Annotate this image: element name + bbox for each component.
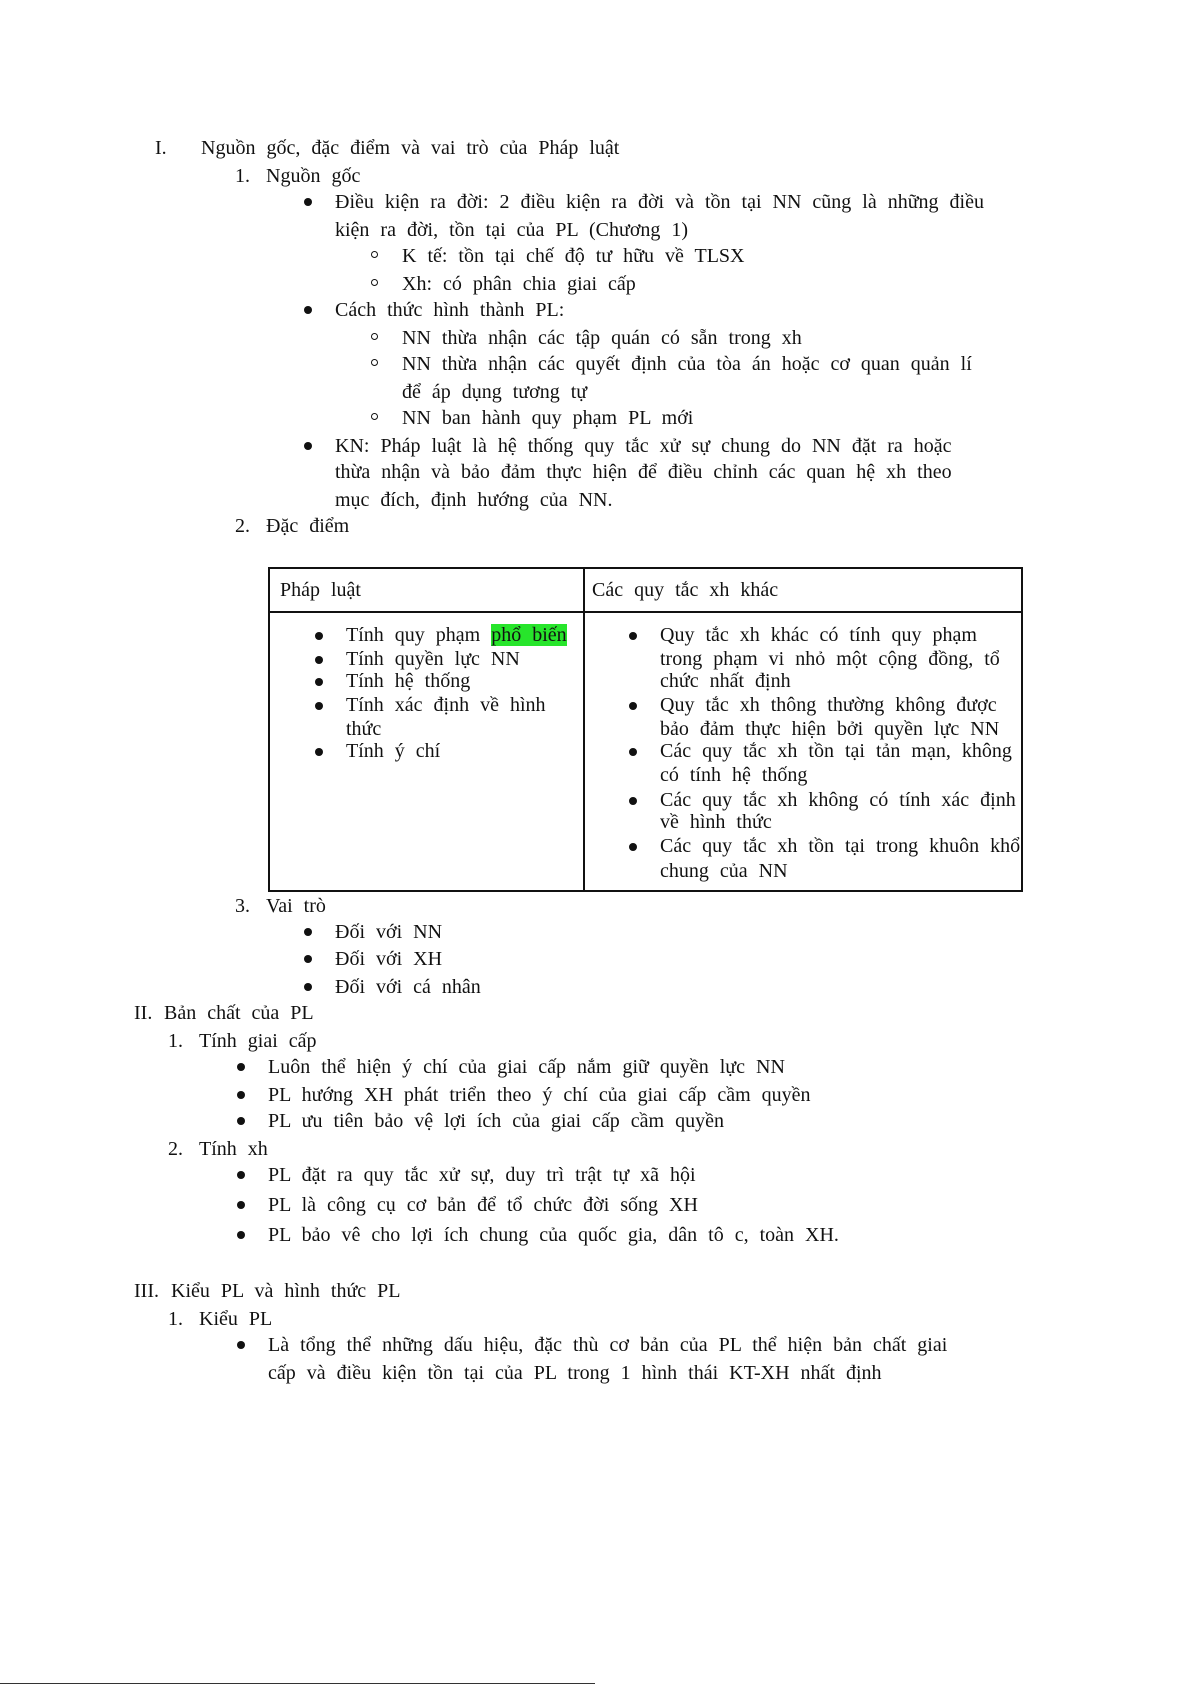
table-border-bottom (268, 890, 1023, 892)
list-item-line: cấp và điều kiện tồn tại của PL trong 1 hình thái KT-XH nhất định (268, 1362, 882, 1384)
bullet-icon (304, 306, 312, 314)
table-border-right (1021, 567, 1023, 892)
circle-bullet-icon (371, 333, 378, 340)
section-1-marker: I. (155, 137, 167, 159)
list-item: NN ban hành quy phạm PL mới (402, 407, 694, 429)
table-cell-item: Các quy tắc xh tồn tại tản mạn, không (660, 740, 1012, 762)
list-item: PL bảo vê cho lợi ích chung của quốc gia, dân tô c, toàn XH. (268, 1224, 839, 1246)
bullet-icon (315, 678, 323, 686)
bullet-icon (315, 702, 323, 710)
section-1-heading: Nguồn gốc, đặc điểm và vai trò của Pháp luật (201, 137, 620, 159)
list-item: Đối với NN (335, 921, 443, 943)
bullet-icon (629, 702, 637, 710)
circle-bullet-icon (371, 413, 378, 420)
table-cell-item: Các quy tắc xh không có tính xác định (660, 789, 1016, 811)
bullet-icon (315, 748, 323, 756)
circle-bullet-icon (371, 251, 378, 258)
bullet-icon (629, 843, 637, 851)
list-item: NN thừa nhận các tập quán có sẵn trong xh (402, 327, 802, 349)
list-item: Luôn thể hiện ý chí của giai cấp nắm giữ quyền lực NN (268, 1056, 785, 1078)
subsection-1-2-marker: 2. (235, 515, 250, 537)
list-item: PL ưu tiên bảo vệ lợi ích của giai cấp cầm quyền (268, 1110, 724, 1132)
subsection-3-1-marker: 1. (168, 1308, 183, 1330)
table-cell-item: trong phạm vi nhỏ một cộng đồng, tổ (660, 648, 1000, 670)
circle-bullet-icon (371, 279, 378, 286)
bullet-icon (304, 955, 312, 963)
list-item: PL hướng XH phát triển theo ý chí của giai cấp cầm quyền (268, 1084, 811, 1106)
list-item: PL đặt ra quy tắc xử sự, duy trì trật tự xã hội (268, 1164, 696, 1186)
list-item-line: Là tổng thể những dấu hiệu, đặc thù cơ bản của PL thể hiện bản chất giai (268, 1334, 948, 1356)
list-item: Đối với XH (335, 948, 443, 970)
subsection-2-2-marker: 2. (168, 1138, 183, 1160)
page-bottom-rule (0, 1683, 595, 1684)
subsection-2-2-heading: Tính xh (199, 1138, 268, 1160)
bullet-icon (315, 632, 323, 640)
section-2-marker: II. (134, 1002, 153, 1024)
bullet-icon (237, 1341, 245, 1349)
bullet-icon (304, 198, 312, 206)
table-cell-item: Các quy tắc xh tồn tại trong khuôn khổ (660, 835, 1021, 857)
table-header-cell: Các quy tắc xh khác (592, 579, 779, 601)
bullet-icon (237, 1201, 245, 1209)
bullet-icon (237, 1171, 245, 1179)
table-cell-item: Quy tắc xh thông thường không được (660, 694, 997, 716)
list-item-line: Điều kiện ra đời: 2 điều kiện ra đời và tồn tại NN cũng là những điều (335, 191, 984, 213)
list-item-line: để áp dụng tương tự (402, 381, 588, 403)
bullet-icon (315, 656, 323, 664)
subsection-1-1-heading: Nguồn gốc (266, 165, 361, 187)
table-cell-item: Tính quy phạm phổ biến (346, 624, 567, 646)
subsection-1-1-marker: 1. (235, 165, 250, 187)
table-cell-item: chung của NN (660, 860, 788, 882)
bullet-icon (237, 1091, 245, 1099)
subsection-2-1-heading: Tính giai cấp (199, 1030, 317, 1052)
highlighted-text: phổ biến (491, 624, 567, 646)
subsection-1-3-heading: Vai trò (266, 895, 326, 917)
table-cell-item: Tính quyền lực NN (346, 648, 520, 670)
list-item-line: NN thừa nhận các quyết định của tòa án hoặc cơ quan quản lí (402, 353, 972, 375)
bullet-icon (237, 1063, 245, 1071)
list-item-line: kiện ra đời, tồn tại của PL (Chương 1) (335, 219, 689, 241)
bullet-icon (304, 983, 312, 991)
subsection-1-2-heading: Đặc điểm (266, 515, 350, 537)
table-cell-item: về hình thức (660, 811, 772, 833)
list-item-line: thừa nhận và bảo đảm thực hiện để điều chỉnh các quan hệ xh theo (335, 461, 952, 483)
table-cell-item: Tính xác định về hình (346, 694, 546, 716)
section-2-heading: Bản chất của PL (164, 1002, 314, 1024)
bullet-icon (304, 442, 312, 450)
list-item-line: mục đích, định hướng của NN. (335, 489, 613, 511)
table-cell-item: thức (346, 718, 382, 740)
list-item: K tế: tồn tại chế độ tư hữu về TLSX (402, 245, 745, 267)
bullet-icon (237, 1231, 245, 1239)
table-cell-item: có tính hệ thống (660, 764, 808, 786)
table-border-left (268, 567, 270, 892)
list-item-line: KN: Pháp luật là hệ thống quy tắc xử sự chung do NN đặt ra hoặc (335, 435, 952, 457)
bullet-icon (629, 797, 637, 805)
table-border-top (268, 567, 1023, 569)
subsection-1-3-marker: 3. (235, 895, 250, 917)
table-cell-item: bảo đảm thực hiện bởi quyền lực NN (660, 718, 1000, 740)
table-cell-item: Quy tắc xh khác có tính quy phạm (660, 624, 977, 646)
subsection-2-1-marker: 1. (168, 1030, 183, 1052)
list-item: Cách thức hình thành PL: (335, 299, 565, 321)
bullet-icon (304, 928, 312, 936)
bullet-icon (629, 748, 637, 756)
section-3-heading: Kiểu PL và hình thức PL (171, 1280, 401, 1302)
list-item: Đối với cá nhân (335, 976, 481, 998)
table-header-cell: Pháp luật (280, 579, 361, 601)
list-item: Xh: có phân chia giai cấp (402, 273, 636, 295)
table-cell-item: Tính hệ thống (346, 670, 471, 692)
table-cell-item: chức nhất định (660, 670, 791, 692)
bullet-icon (629, 632, 637, 640)
list-item: PL là công cụ cơ bản để tổ chức đời sống XH (268, 1194, 698, 1216)
section-3-marker: III. (134, 1280, 159, 1302)
table-border-middle (583, 567, 585, 892)
bullet-icon (237, 1117, 245, 1125)
table-cell-item: Tính ý chí (346, 740, 441, 762)
table-border-header (268, 611, 1023, 613)
subsection-3-1-heading: Kiểu PL (199, 1308, 273, 1330)
circle-bullet-icon (371, 359, 378, 366)
